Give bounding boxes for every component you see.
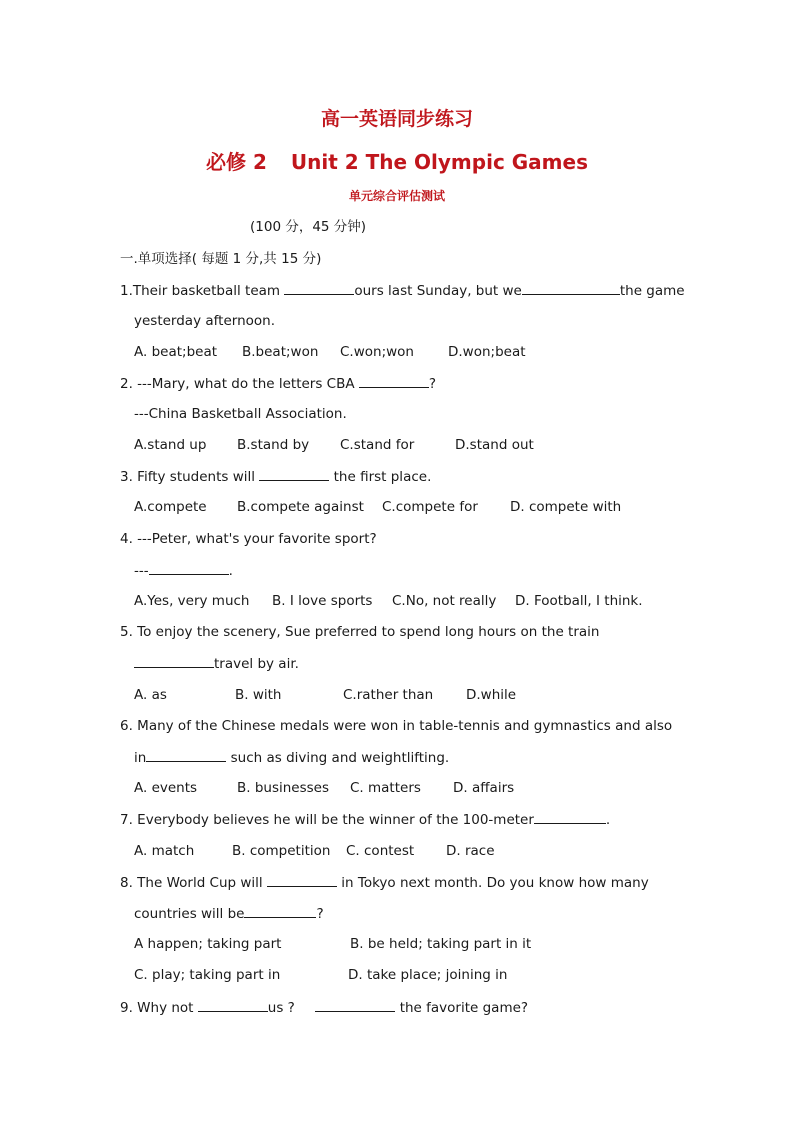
question-3-options [134,498,621,516]
q6-text-b: in [134,750,147,766]
q6-option-a: A. events [134,780,198,796]
q4-option-d: D. Football, I think. [515,593,643,609]
question-2-options [134,436,534,454]
module-label: 必修 2 [206,150,267,174]
question-7-options [134,842,495,860]
section-heading: 一.单项选择( 每题 1 分,共 15 分) [120,251,322,267]
q7-text-b: . [605,812,611,828]
q5-option-a: A. as [134,687,167,703]
q2-text-a: 2. ---Mary, what do the letters CBA [120,376,355,392]
q7-option-a: A. match [134,843,195,859]
unit-name: Unit 2 The Olympic Games [290,150,588,174]
q2-option-d: D.stand out [455,437,534,453]
q9-text-a: 9. Why not [120,1000,194,1016]
question-5-line-1: 5. To enjoy the scenery, Sue preferred to spend long hours on the train [120,624,600,640]
q8-blank-2 [244,904,316,918]
q6-text-c: such as diving and weightlifting. [230,750,450,766]
question-6-options [134,779,514,797]
q1-option-a: A. beat;beat [134,344,218,360]
q1-text-b: ours last Sunday, but we [354,283,522,299]
q3-option-c: C.compete for [382,499,478,515]
question-4-options [134,592,643,610]
question-8-line-2 [134,904,324,923]
q7-text-a: 7. Everybody believes he will be the winner of the 100-meter [120,812,534,828]
question-2-line-2: ---China Basketball Association. [134,406,347,422]
q8-blank-1 [267,873,337,887]
q4-text-c: . [228,563,233,579]
q4-option-c: C.No, not really [392,593,497,609]
question-8-options-row-2 [134,966,507,984]
q1-option-d: D.won;beat [448,344,526,360]
question-4-line-1: 4. ---Peter, what's your favorite sport? [120,531,377,547]
q1-option-b: B.beat;won [242,344,319,360]
q5-option-b: B. with [235,687,282,703]
q3-text-a: 3. Fifty students will [120,469,256,485]
question-9-line-1 [120,998,528,1017]
q1-text-c: the game [619,283,685,299]
q9-text-b: us ? [267,1000,295,1016]
question-8-line-1 [120,873,649,892]
question-2-line-1 [120,374,436,393]
test-subheading: 单元综合评估测试 [348,189,445,203]
q7-option-b: B. competition [232,843,331,859]
q8-option-d: D. take place; joining in [348,967,508,983]
q3-text-b: the first place. [333,469,432,485]
q2-option-b: B.stand by [237,437,310,453]
question-5-line-2 [134,654,299,673]
q5-option-d: D.while [466,687,517,703]
q4-option-b: B. I love sports [272,593,373,609]
q4-blank [149,561,229,575]
q9-blank-1 [198,998,268,1012]
q9-blank-2 [315,998,395,1012]
question-1-line-2: yesterday afternoon. [134,313,275,329]
question-1-line-1 [120,281,685,300]
q3-option-d: D. compete with [510,499,622,515]
q6-option-b: B. businesses [237,780,330,796]
q8-text-d: ? [316,906,324,922]
q5-blank [134,654,214,668]
question-5-options [134,686,516,704]
q8-text-a: 8. The World Cup will [120,875,263,891]
q7-blank [534,810,606,824]
q1-blank-2 [522,281,620,295]
question-3-line-1 [120,467,431,486]
q4-option-a: A.Yes, very much [134,593,250,609]
q8-option-b: B. be held; taking part in it [350,936,532,952]
q2-option-a: A.stand up [134,437,207,453]
question-7-line-1 [120,810,610,829]
question-8-options-row-1 [134,935,531,953]
q4-text-b: --- [134,563,149,579]
q3-option-b: B.compete against [237,499,364,515]
unit-title [0,146,794,175]
q8-option-a: A happen; taking part [134,936,282,952]
q8-option-c: C. play; taking part in [134,967,281,983]
q7-option-c: C. contest [346,843,415,859]
question-6-line-2 [134,748,449,767]
q6-option-d: D. affairs [453,780,515,796]
q5-option-c: C.rather than [343,687,434,703]
q6-option-c: C. matters [350,780,421,796]
q8-text-c: countries will be [134,906,245,922]
q7-option-d: D. race [446,843,495,859]
document-title: 高一英语同步练习 [320,108,473,130]
q1-blank-1 [284,281,354,295]
q1-text-a: 1.Their basketball team [120,283,281,299]
question-4-line-2 [134,561,233,580]
q9-text-c: the favorite game? [399,1000,529,1016]
q3-option-a: A.compete [134,499,207,515]
q2-text-b: ? [428,376,437,392]
q5-text-b: travel by air. [214,656,299,672]
question-6-line-1: 6. Many of the Chinese medals were won in table-tennis and gymnastics and also [120,718,673,734]
q3-blank [259,467,329,481]
q1-option-c: C.won;won [340,344,414,360]
q2-blank [359,374,429,388]
q6-blank [146,748,226,762]
score-info: (100 分，45 分钟) [250,219,367,235]
q8-text-b: in Tokyo next month. Do you know how many [341,875,649,891]
q2-option-c: C.stand for [340,437,415,453]
question-1-options [134,343,526,361]
